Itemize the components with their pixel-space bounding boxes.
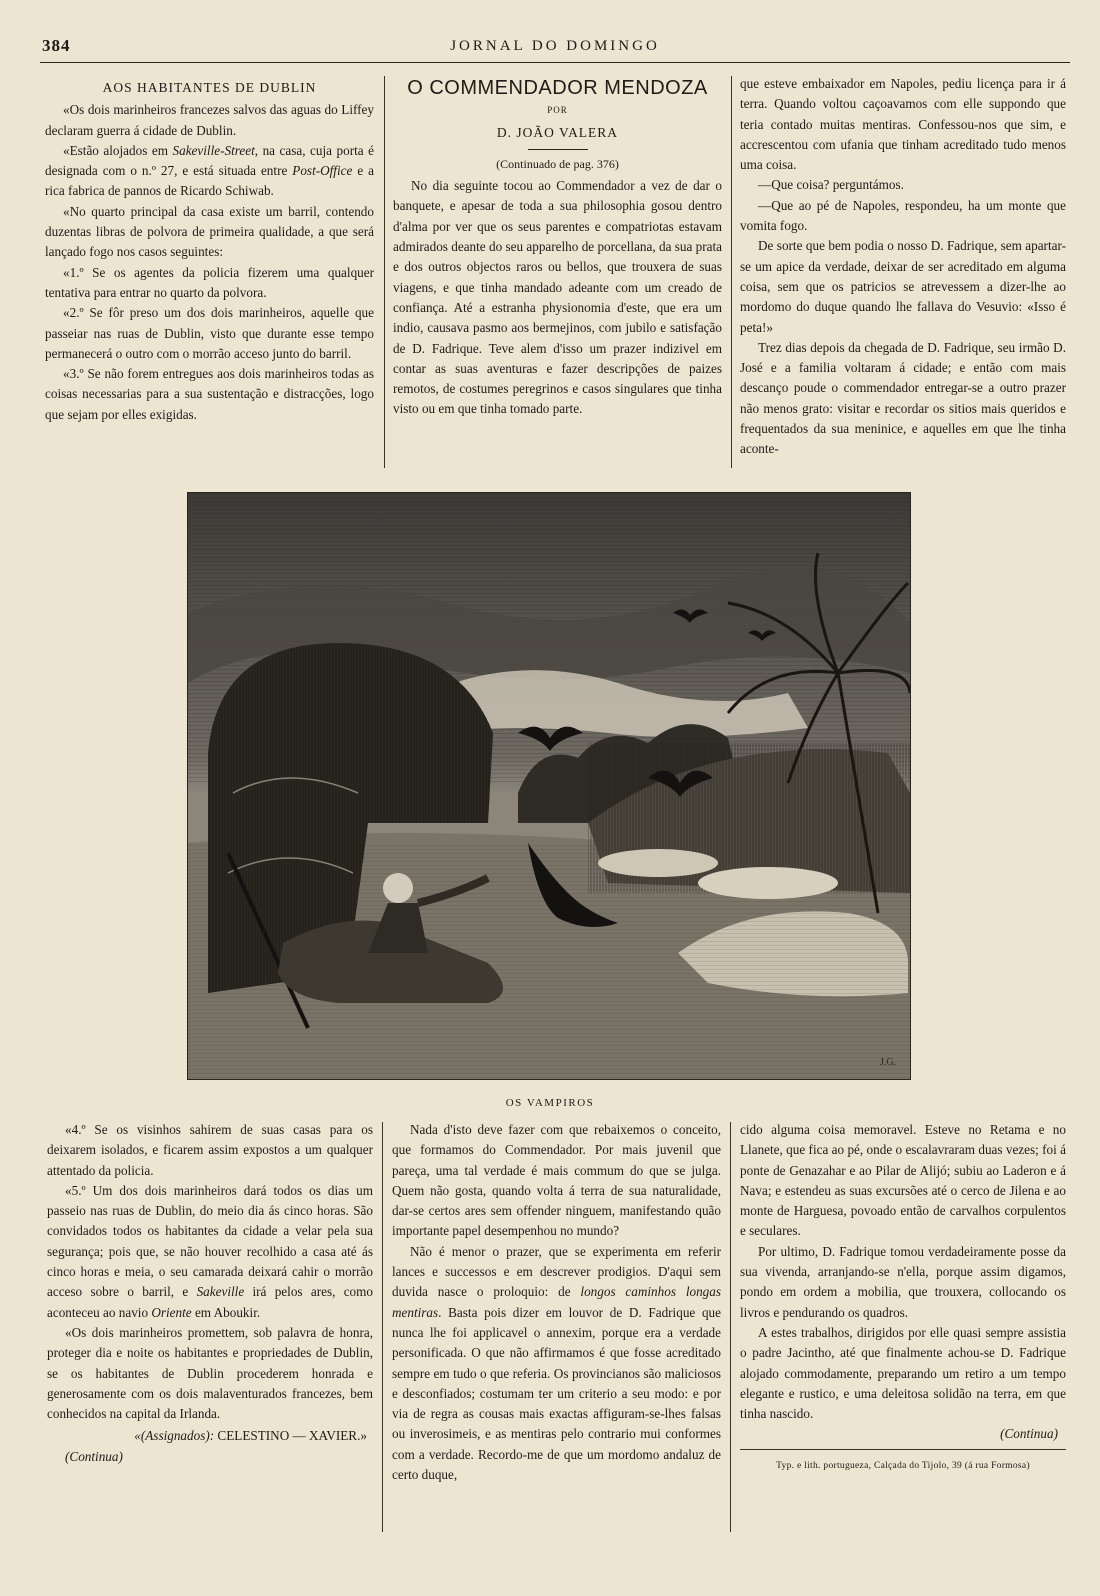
byline-por: POR [547, 105, 568, 116]
column-rule [382, 1122, 383, 1532]
column-mendoza-top [393, 76, 722, 470]
engraving-illustration [188, 493, 910, 1079]
section-heading: AOS HABITANTES DE DUBLIN [102, 80, 317, 95]
paragraph: «5.º Um dos dois marinheiros dará todos os dias um passeio nas ruas de Dublin, do meio dia ás cinco horas. São convidados todos os habitantes da cidade a velar pela sua segurança; pois que, se não houver recolhido a casa até ás cinco horas e meia, o seu camarada deixará cahir o morrão acceso sobre o barril, e Sakeville irá pelos ares, como aconteceu ao navio Oriente em Aboukir. [47, 1182, 373, 1320]
paragraph: «3.º Se não forem entregues aos dois marinheiros todas as coisas necessarias para a sua sustentação e distracções, logo que sejam por elles exigidas. [45, 366, 374, 422]
title-divider [528, 149, 588, 150]
paragraph: De sorte que bem podia o nosso D. Fadrique, sem apartar-se um apice da verdade, deixar de ser acreditado em alguma coisa, sem que os patricios se atrevessem a dizer-lhe ao mordomo do duque quando lhe fallava do Vesuvio: «Isso é peta!» [740, 238, 1066, 335]
column-mendoza-top-right [740, 74, 1066, 470]
engraving-os-vampiros [187, 492, 911, 1080]
article-author: D. JOÃO VALERA [496, 124, 619, 140]
masthead [40, 34, 1070, 63]
continua-note: (Continua) [65, 1448, 123, 1464]
column-mendoza-bottom-right [740, 1120, 1066, 1532]
page-number: 384 [42, 36, 71, 55]
column-rule [384, 76, 385, 468]
paragraph: que esteve embaixador em Napoles, pediu licença para ir á terra. Quando voltou caçoavamos com elle suppondo que teria contado muitas mentiras. Confessou-nos que sim, e accrescentou com ufania que tinham acreditado tudo menos uma coisa. [740, 76, 1066, 173]
column-rule [730, 1122, 731, 1532]
paragraph: «Os dois marinheiros promettem, sob palavra de honra, proteger dia e noite os habitantes e propriedades de Dublin, se os habitantes de Dublin procederem honrada e generosamente com os dois malaventurados francezes, bem conhecidos na capital da Irlanda. [47, 1324, 373, 1422]
paragraph: «1.º Se os agentes da policia fizerem uma qualquer tentativa para entrar no quarto da polvora. [45, 264, 374, 300]
column-dublin-bottom [47, 1120, 373, 1532]
paragraph: —Que coisa? perguntámos. [758, 177, 904, 193]
printer-imprint: Typ. e lith. portugueza, Calçada do Tijolo, 39 (á rua Formosa) [740, 1449, 1066, 1476]
paragraph: «Os dois marinheiros francezes salvos das aguas do Liffey declaram guerra á cidade de Dublin. [45, 102, 374, 138]
column-mendoza-bottom [392, 1120, 721, 1532]
signatories: «(Assignados): CELESTINO — XAVIER.» [134, 1428, 367, 1444]
engraver-signature: J.G. [880, 1057, 897, 1068]
continued-note: (Continuado de pag. 376) [496, 156, 619, 171]
article-title: O COMMENDADOR MENDOZA [407, 77, 708, 99]
paragraph: cido alguma coisa memoravel. Esteve no Retama e no Llanete, que fica ao pé, onde o escalavraram duas vezes; foi á ponte de Genazahar e ao Pilar de Alijó; subiu ao Laderon e á Nava; e estendeu as suas excursões até o cerco de Jilena e ao monte de Harguesa, povoado então de carvalhos corpulentos e seculares. [740, 1122, 1066, 1239]
column-dublin-top [45, 78, 374, 470]
paragraph: Não é menor o prazer, que se experimenta em referir lances e successos e em descrever prodigios. D'aqui sem duvida nasce o proloquio: de longos caminhos longas mentiras. Basta pois dizer em louvor de D. Fadrique que nunca lhe foi applicavel o annexim, porque era a verdade personificada. O que não affirmamos é que fosse acreditado sempre em tudo o que referia. Os provincianos são maliciosos e desconfiados; costumam ter um criterio a seu modo: e por via de regra as cousas mais exactas affiguram-se-lhes falsas ou inverosimeis, e as mentiras pelo contrario mui conformes com a verdade. Recordo-me de que um mordomo andaluz de certo duque, [392, 1243, 721, 1483]
column-rule [731, 76, 732, 468]
paragraph: «2.º Se fôr preso um dos dois marinheiros, aquelle que passeiar nas ruas de Dublin, visto que durante esse tempo permanecerá o outro com o morrão acceso junto do barril. [45, 305, 374, 361]
paragraph: «4.º Se os visinhos sahirem de suas casas para os deixarem isolados, e ficarem assim expostos a um qualquer attentado da policia. [47, 1122, 373, 1178]
journal-title: JORNAL DO DOMINGO [450, 38, 660, 54]
paragraph: Trez dias depois da chegada de D. Fadrique, seu irmão D. José e a familia voltaram á cidade; e então com mais descanço poude o commendador entregar-se a outro prazer não menos grato: visitar e recordar os sitios mais queridos e frequentados da sua meninice, e aquelles em que lhe tinha aconte- [740, 339, 1066, 457]
paragraph: No dia seguinte tocou ao Commendador a vez de dar o banquete, e apesar de toda a sua philosophia gosou dentro d'alma por ver que os seus parentes e compatriotas estavam admirados deante do seu apparelho de porcellana, da sua prata e dos outros objectos raros ou bellos, que trouxera de suas viagens, e que tinha mandado adeante com um creado de confiança. Até a estranha physionomia d'este, que era um indio, causava pasmo aos bermejinos, com jubilo e satisfação de D. Fadrique. Teve alem d'isso um prazer indizivel em contar as suas aventuras e fazer descripções de paizes remotos, de costumes peregrinos e casos singulares que tinha visto ou em que tinha tomado parte. [393, 178, 722, 417]
paragraph: «Estão alojados em Sakeville-Street, na casa, cuja porta é designada com o n.º 27, e está situada entre Post-Office e a rica fabrica de pannos de Ricardo Schiwab. [45, 142, 374, 199]
engraving-caption: OS VAMPIROS [505, 1097, 595, 1109]
paragraph: «No quarto principal da casa existe um barril, contendo duzentas libras de polvora de primeira qualidade, a que será lançado fogo nos casos seguintes: [45, 203, 374, 260]
paragraph: Nada d'isto deve fazer com que rebaixemos o conceito, que formamos do Commendador. Por mais juvenil que pareça, uma tal verdade é mais commum do que se julga. Quem não gosta, quando volta á terra de sua naturalidade, dar-se certos ares sem offender ninguem, manifestando quão importante papel desempenhou no mundo? [392, 1122, 721, 1239]
paragraph: —Que ao pé de Napoles, respondeu, ha um monte que vomita fogo. [740, 197, 1066, 234]
paragraph: A estes trabalhos, dirigidos por elle quasi sempre assistia o padre Jacintho, até que finalmente achou-se D. Fadrique alojado commodamente, preparando um retiro a um tempo elegante e rustico, e uma deleitosa solidão na terra, em que tinha nascido. [740, 1324, 1066, 1422]
continua-note: (Continua) [1000, 1426, 1058, 1442]
paragraph: Por ultimo, D. Fadrique tomou verdadeiramente posse da sua vivenda, arranjando-se n'ella, porque assim digamos, pondo em ordem a mobilia, que trouxera, collocando os livros e pendurando os quadros. [740, 1243, 1066, 1320]
